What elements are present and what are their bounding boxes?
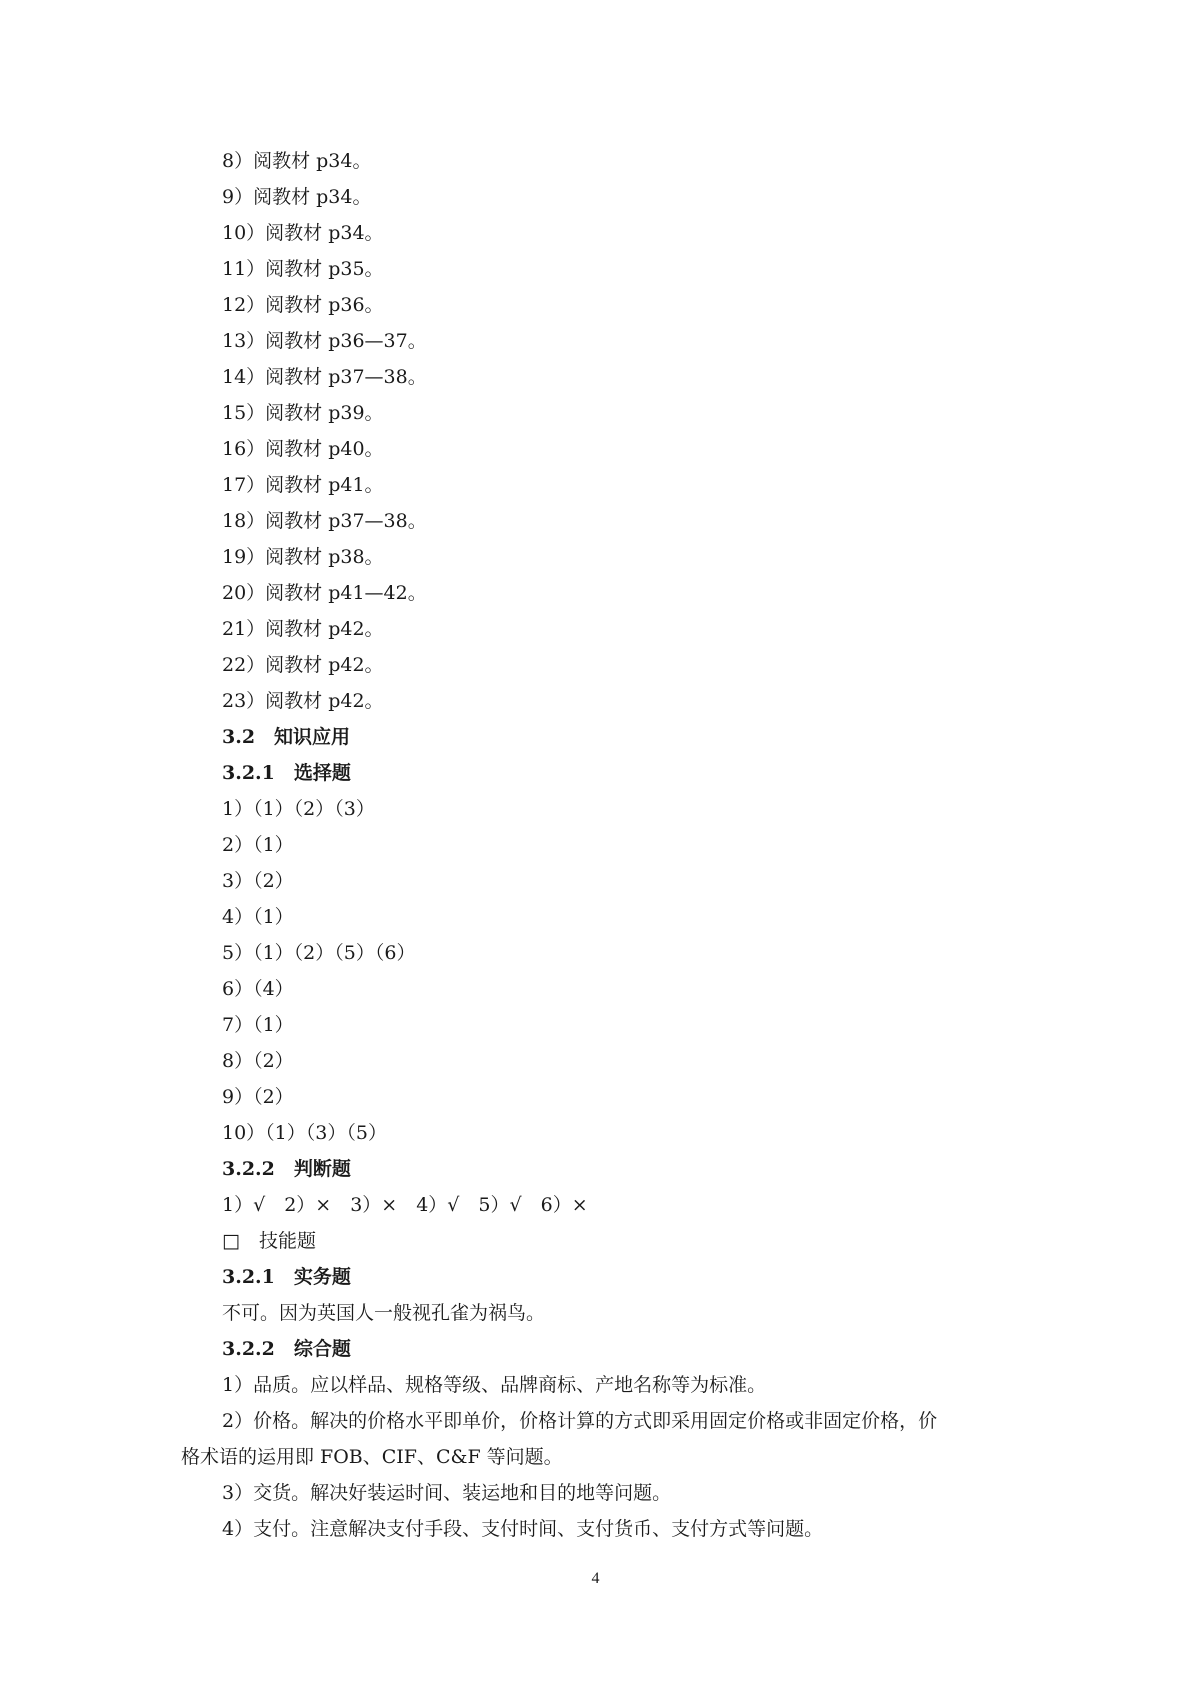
answer-line: 7）（1）: [222, 1014, 294, 1036]
answer-line: 23）阅教材 p42。: [222, 690, 384, 712]
answer-line: 3）交货。解决好装运时间、装运地和目的地等问题。: [222, 1482, 672, 1504]
answer-line: 8）阅教材 p34。: [222, 150, 372, 172]
skills-heading: □ 技能题: [222, 1230, 316, 1252]
subsection-heading: 3.2.2 综合题: [222, 1338, 351, 1360]
answer-line: 6）（4）: [222, 978, 294, 1000]
subsection-heading: 3.2.1 实务题: [222, 1266, 351, 1288]
answer-line: 17）阅教材 p41。: [222, 474, 384, 496]
answer-line: 1）√ 2）× 3）× 4）√ 5）√ 6）×: [222, 1194, 588, 1216]
answer-line: 4）支付。注意解决支付手段、支付时间、支付货币、支付方式等问题。: [222, 1518, 824, 1540]
answer-line: 18）阅教材 p37—38。: [222, 510, 427, 532]
answer-line: 10）阅教材 p34。: [222, 222, 384, 244]
answer-line: 1）品质。应以样品、规格等级、品牌商标、产地名称等为标准。: [222, 1374, 767, 1396]
section-heading: 3.2 知识应用: [222, 726, 351, 748]
answer-line: 12）阅教材 p36。: [222, 294, 384, 316]
answer-line: 不可。因为英国人一般视孔雀为祸鸟。: [222, 1302, 546, 1324]
answer-line: 19）阅教材 p38。: [222, 546, 384, 568]
answer-line: 13）阅教材 p36—37。: [222, 330, 427, 352]
answer-line: 9）阅教材 p34。: [222, 186, 372, 208]
answer-line: 11）阅教材 p35。: [222, 258, 384, 280]
answer-line: 10）（1）（3）（5）: [222, 1122, 387, 1144]
answer-line: 16）阅教材 p40。: [222, 438, 384, 460]
page-number: 4: [591, 1570, 600, 1587]
subsection-heading: 3.2.2 判断题: [222, 1158, 351, 1180]
answer-line: 4）（1）: [222, 906, 294, 928]
answer-line: 3）（2）: [222, 870, 294, 892]
subsection-heading: 3.2.1 选择题: [222, 762, 351, 784]
answer-line: 9）（2）: [222, 1086, 294, 1108]
answer-line: 15）阅教材 p39。: [222, 402, 384, 424]
answer-line-continuation: 格术语的运用即 FOB、CIF、C&F 等问题。: [181, 1446, 563, 1468]
answer-line: 20）阅教材 p41—42。: [222, 582, 427, 604]
answer-line: 8）（2）: [222, 1050, 294, 1072]
answer-line: 1）（1）（2）（3）: [222, 798, 375, 820]
answer-line: 2）价格。解决的价格水平即单价，价格计算的方式即采用固定价格或非固定价格，价: [222, 1410, 938, 1432]
answer-line: 5）（1）（2）（5）（6）: [222, 942, 416, 964]
answer-line: 21）阅教材 p42。: [222, 618, 384, 640]
answer-line: 2）（1）: [222, 834, 294, 856]
page-body: [181, 143, 1011, 1547]
answer-line: 22）阅教材 p42。: [222, 654, 384, 676]
answer-line: 14）阅教材 p37—38。: [222, 366, 427, 388]
